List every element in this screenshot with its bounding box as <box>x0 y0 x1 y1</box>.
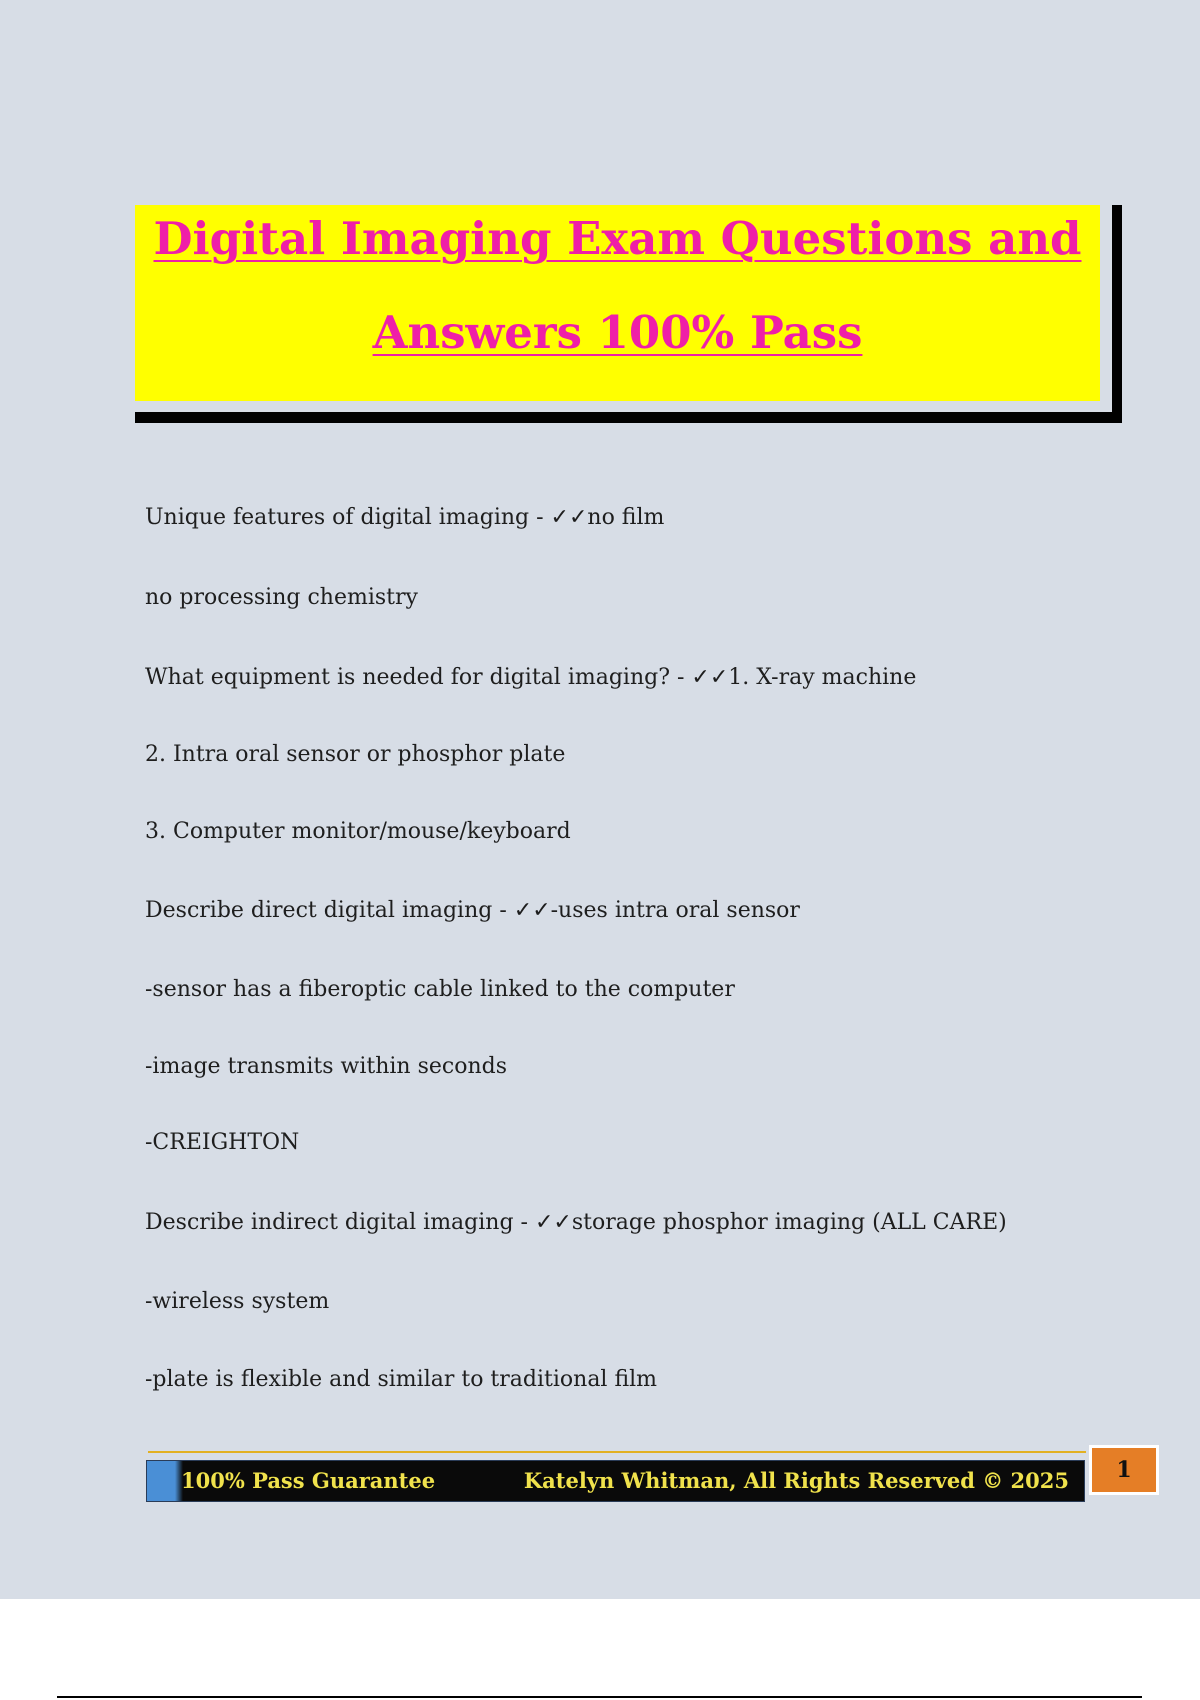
content-line: -sensor has a fiberoptic cable linked to the computer <box>145 977 735 1002</box>
footer-guarantee-text: 100% Pass Guarantee <box>181 1468 436 1493</box>
page-number: 1 <box>1089 1445 1159 1495</box>
title-banner-shadow-right <box>1112 205 1122 423</box>
footer-rule <box>148 1451 1086 1453</box>
document-title-line-2: Answers 100% Pass <box>372 306 863 359</box>
content-line: 2. Intra oral sensor or phosphor plate <box>145 742 566 767</box>
content-line: no processing chemistry <box>145 585 418 610</box>
content-line: Describe indirect digital imaging - ✓✓storage phosphor imaging (ALL CARE) <box>145 1210 1007 1235</box>
content-line: Unique features of digital imaging - ✓✓no film <box>145 505 665 530</box>
content-line: What equipment is needed for digital imaging? - ✓✓1. X-ray machine <box>145 665 917 690</box>
footer-copyright-text: Katelyn Whitman, All Rights Reserved © 2025 <box>523 1468 1069 1493</box>
title-banner-shadow-bottom <box>135 412 1122 423</box>
content-line: 3. Computer monitor/mouse/keyboard <box>145 819 571 844</box>
content-line: -image transmits within seconds <box>145 1054 507 1079</box>
next-page-divider <box>57 1696 1142 1698</box>
content-line: -wireless system <box>145 1289 330 1314</box>
document-title-line-1: Digital Imaging Exam Questions and <box>153 212 1082 265</box>
content-line: Describe direct digital imaging - ✓✓-uses intra oral sensor <box>145 898 800 923</box>
content-line: -plate is flexible and similar to traditional film <box>145 1367 658 1392</box>
content-line: -CREIGHTON <box>145 1130 300 1155</box>
